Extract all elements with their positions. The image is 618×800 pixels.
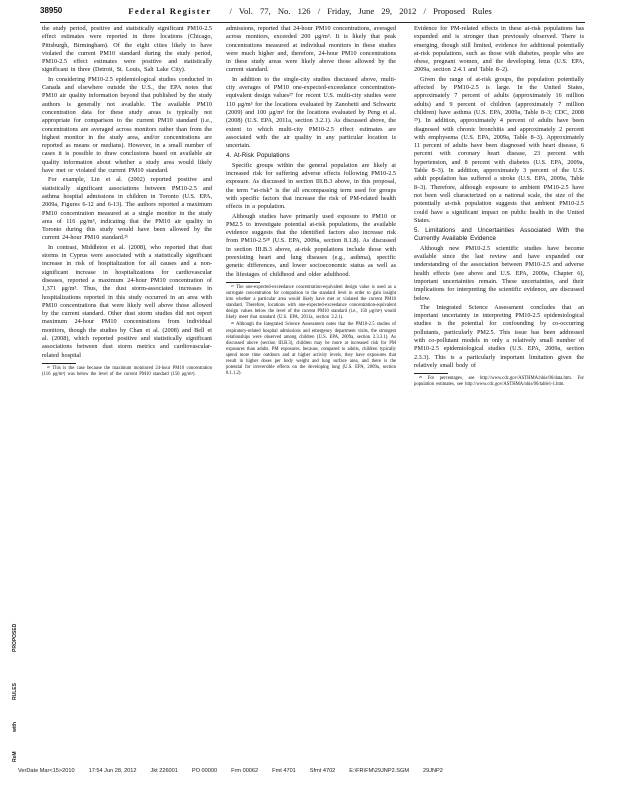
footer-file: E:\FR\FM\29JNP2.SGM bbox=[349, 768, 409, 774]
side-label-1: PROPOSED bbox=[12, 623, 18, 652]
footnote-rule bbox=[414, 373, 448, 374]
text-column-1 bbox=[42, 25, 212, 379]
footer-po: PO 00000 bbox=[191, 768, 218, 774]
footer-jkt: Jkt 226001 bbox=[150, 768, 178, 774]
body-paragraph: In considering PM10-2.5 epidemiological studies conducted in Canada and elsewhere outside the U.S., the EPA notes that PM10 air quality information beyond that published by the study authors is generally not available. The available PM10 concentration data for these study areas is typically not appropriate for comparison to the current PM10 standard (i.e., concentrations are averaged across monitors rather than from the highest monitor in the study area, and/or concentrations are reported as means or medians). However, in a small number of cases it is possible to draw conclusions based on available air quality information about whether a study area would likely have met or violated the current PM10 standard. bbox=[42, 75, 212, 175]
page-number: 38950 bbox=[40, 6, 63, 15]
body-paragraph: In contrast, Middleton et al. (2008), who reported that dust storms in Cyprus were associated with a statistically significant increase in risk of hospitalization for all causes and a non-significant increase in hospitalizations for cardiovascular diseases, reported a maximum 24-hour PM10 concentration of 1,371 μg/m³. Thus, the dust storm-associated increases in hospitalizations reported in this study occurred in an area with PM10 concentrations that were likely well above those allowed by the current standard. Other dust storm studies did not report maximum 24-hour PM10 concentrations from individual monitors, though the studies by Chan et al. (2008) and Bell et al. (2008), which reported positive and statistically significant associations between dust storm metrics and cardiovascular-related hospital bbox=[42, 243, 212, 359]
footer-frm: Frm 00062 bbox=[231, 768, 259, 774]
body-paragraph: Specific groups within the general population are likely at increased risk for suffering adverse effects following PM10-2.5 exposure. As discussed in section III.B.3 above, in this proposal, the term “at-risk” is the all encompassing term used for groups with specific factors that increase the risk of PM-related health effects in a population. bbox=[226, 161, 396, 211]
page-header bbox=[40, 6, 585, 20]
body-paragraph: For example, Lin et al. (2002) reported positive and statistically significant associations between PM10-2.5 and asthma hospital admissions in children in Toronto (U.S. EPA, 2009a, Figures 6-12 and 6-13). The authors reported a maximum PM10 concentration measured at a single monitor in the study area of 116 μg/m³, indicating that the PM10 air quality in Toronto during this study would have been allowed by the current 24-hour PM10 standard.²⁶ bbox=[42, 176, 212, 242]
publication-title: Federal Register bbox=[128, 6, 212, 16]
body-paragraph: The Integrated Science Assessment concludes that an important uncertainty in interpreting PM10-2.5 epidemiological studies is the potential for confounding by co-occurring pollutants, particularly PM2.5. This issue has been addressed with co-pollutant models in only a relatively small number of PM10-2.5 epidemiological studies (U.S. EPA, 2009a, section 2.3.3). This is a particularly important limitation given the relatively small body of bbox=[414, 303, 584, 369]
footnote-rule bbox=[42, 363, 76, 364]
footer-time: 17:54 Jun 28, 2012 bbox=[88, 768, 137, 774]
section-heading: 4. At-Risk Populations bbox=[226, 152, 290, 160]
side-label-4: ReM bbox=[12, 751, 18, 762]
footer-verdate: VerDate Mar<15>2010 bbox=[18, 768, 75, 774]
footnote: ²⁷ The one-expected-exceedance concentration-equivalent design value is used as a surrogate concentration for comparison to the standard level in order to gain insight into whether a particular area would likely have met or violated the current PM10 standard. Therefore, locations with one-expected-exceedance concentration-equivalent design values below the level of the current PM10 standard (i.e., 150 μg/m³) would likely meet that standard (U.S. EPA, 2011a, section 3.2.1). bbox=[226, 284, 396, 321]
side-label-3: with bbox=[12, 722, 18, 732]
footer-code: 29JNP2 bbox=[422, 768, 443, 774]
footnote: ²⁹ For percentages, see http://www.cdc.gov/ASTHMA/nhis/06/data.htm. For population estimates, see http://www.cdc.gov/ASTHMA/nhis/06/table1-1.htm. bbox=[414, 376, 584, 388]
footer-sfmt: Sfmt 4702 bbox=[309, 768, 336, 774]
footnote: ²⁶ This is the case because the maximum monitored 24-hour PM10 concentration (116 μg/m³) was below the level of the current PM10 standard (150 μg/m³). bbox=[42, 365, 212, 377]
body-paragraph: In addition to the single-city studies discussed above, multi-city averages of PM10 one-expected-exceedance concentration-equivalent design values²⁷ for recent U.S. multi-city studies were 110 μg/m³ for the locations evaluated by Zanobetti and Schwartz (2009) and 100 μg/m³ for the locations evaluated by Peng et al. (2008) (U.S. EPA, 2011a, section 3.2.1). As discussed above, the extent to which multi-city PM10-2.5 effect estimates are associated with the air quality in any particular location is uncertain. bbox=[226, 75, 396, 150]
footnote: ²⁸ Although the Integrated Science Assessment notes that the PM10-2.5 studies of respiratory-related hospital admissions and emergency department visits, the strongest relationships were observed among children (U.S. EPA, 2009a, section 2.3.3.1). As discussed above (section III.B.3), children may be more at increased risk for PM exposures than adults. PM exposures, because, compared to adults, children typically spend more time outdoors and at higher activity levels, they have exposures that result in higher doses per body weight and lung surface area, and there is the potential for irreversible effects on the developing lung (U.S. EPA, 2009a, section 8.1.1.2). bbox=[226, 322, 396, 377]
issue-line: / Vol. 77, No. 126 / Friday, June 29, 2012 / Proposed Rules bbox=[229, 6, 492, 16]
body-paragraph: Although studies have primarily used exposure to PM10 or PM2.5 to investigate potential at-risk populations, the available evidence suggests that the identified factors also increase risk from PM10-2.5²⁸ (U.S. EPA, 2009a, section 8.1.8). As discussed in section III.B.3 above, at-risk populations include those with preexisting heart and lung diseases (e.g., asthma), specific genetic differences, and lower socioeconomic status as well as the lifestages of childhood and older adulthood. bbox=[226, 212, 396, 278]
text-column-3 bbox=[414, 25, 584, 389]
page-footer bbox=[18, 768, 593, 774]
footer-fmt: Fmt 4701 bbox=[272, 768, 296, 774]
footnote-rule bbox=[226, 282, 260, 283]
header-rule bbox=[40, 22, 585, 23]
section-heading: 5. Limitations and Uncertainties Associated With the Currently Available Evidence bbox=[414, 227, 584, 243]
text-column-2 bbox=[226, 25, 396, 378]
body-paragraph: Given the range of at-risk groups, the population potentially affected by PM10-2.5 is large. In the United States, approximately 7 percent of adults (approximately 16 million adults) and 9 percent of children (approximately 7 million children) have asthma (U.S. EPA, 2009a, Table 8–3; CDC, 2008 ²⁹). In addition, approximately 4 percent of adults have been diagnosed with chronic bronchitis and approximately 2 percent with emphysema (U.S. EPA, 2009a, Table 8–3). Approximately 11 percent of adults have been diagnosed with heart disease, 6 percent with coronary heart disease, 23 percent with hypertension, and 8 percent with diabetes (U.S. EPA, 2009a, Table 8–3). In addition, approximately 3 percent of the U.S. adult population has suffered a stroke (U.S. EPA, 2009a, Table 8–3). Therefore, although exposure to ambient PM10-2.5 have not been well characterized on a national scale, the size of the potentially at-risk population suggests that ambient PM10-2.5 could have a significant impact on public health in the United States. bbox=[414, 75, 584, 224]
body-paragraph: Evidence for PM-related effects in these at-risk populations has expanded and is stronger than previously observed. There is emerging, though still limited, evidence for additional potentially at-risk populations, such as those with diabetes, people who are obese, pregnant women, and the developing fetus (U.S. EPA, 2009a, section 2.4.1 and Table 8–2). bbox=[414, 25, 584, 74]
body-paragraph: admissions, reported that 24-hour PM10 concentrations, averaged across monitors, exceeded 200 μg/m³. It is likely that peak concentrations measured at individual monitors in these studies were much higher and, therefore, 24-hour PM10 concentrations in these study areas were likely above those allowed by the current standard. bbox=[226, 25, 396, 74]
body-paragraph: the study period, positive and statistically significant PM10-2.5 effect estimates were reported in three locations (Chicago, Pittsburgh, Birmingham). Of the eight cities likely to have violated the current PM10 standard during the study period, PM10-2.5 effect estimates were positive and statistically significant in three (Detroit, St. Louis, Salt Lake City). bbox=[42, 25, 212, 74]
side-label-2: RULES bbox=[12, 683, 18, 700]
body-paragraph: Although new PM10-2.5 scientific studies have become available since the last review and have expanded our understanding of the association between PM10-2.5 and adverse health effects (see above and U.S. EPA, 2009a, Chapter 6), important uncertainties remain. These uncertainties, and their implications for interpreting the scientific evidence, are discussed below. bbox=[414, 244, 584, 302]
